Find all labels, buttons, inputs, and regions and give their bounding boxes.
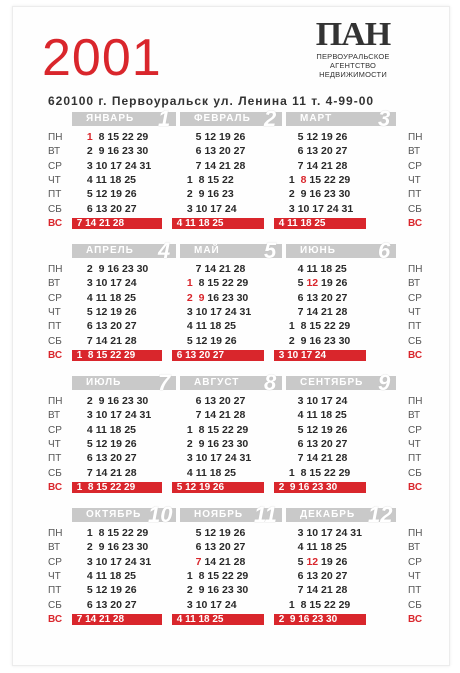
logo-line-2: АГЕНТСТВО	[329, 61, 377, 70]
week-row: 1 8 15 22 29	[186, 277, 249, 290]
day-name-left: СБ	[48, 599, 62, 611]
sunday-row: 5 12 19 26	[172, 482, 264, 493]
week-row: 1 8 15 22 29	[186, 423, 249, 436]
sunday-row: 7 14 21 28	[72, 614, 162, 625]
week-row: 6 13 20 27	[86, 320, 137, 333]
week-row: 5 12 19 26	[86, 305, 137, 318]
month-name: НОЯБРЬ	[194, 509, 244, 520]
week-row: 4 11 18 25	[86, 423, 137, 436]
day-name-left: СР	[48, 424, 62, 436]
week-row: 5 12 19 26	[186, 334, 237, 347]
day-name-right: ВТ	[408, 278, 421, 290]
address-line: 620100 г. Первоуральск ул. Ленина 11 т. 4-99-00	[48, 94, 375, 108]
week-row: 5 12 19 26	[86, 584, 137, 597]
day-name-left: ПН	[48, 528, 63, 539]
day-name-right: ВС	[408, 613, 423, 625]
day-name-right: ПТ	[408, 189, 422, 201]
week-row: 1 8 15 22 29	[86, 131, 149, 143]
week-row: 6 13 20 27	[195, 541, 246, 554]
week-row: 4 11 18 25	[297, 409, 347, 422]
week-row: 6 13 20 27	[297, 437, 348, 450]
week-row: 4 11 18 25	[297, 263, 347, 275]
month-number: 6	[378, 238, 391, 263]
month-number: 5	[264, 238, 277, 263]
day-name-left: СР	[48, 556, 62, 568]
week-row: 4 11 18 25	[186, 466, 237, 479]
sunday-row: 2 9 16 23 30	[274, 482, 366, 493]
week-row: 2 9 16 23 30	[186, 291, 249, 304]
week-row: 7 14 21 28	[297, 159, 348, 172]
week-row: 1 8 15 22 29	[288, 598, 351, 611]
week-row: 3 10 17 24	[297, 395, 348, 407]
month-number: 9	[378, 370, 391, 395]
week-row: 7 14 21 28	[297, 584, 348, 597]
day-name-left: ПТ	[48, 585, 62, 597]
day-name-right: ПТ	[408, 453, 422, 465]
week-row: 3 10 17 24 31	[186, 452, 252, 465]
logo-mark: ПАН	[315, 16, 391, 53]
month-number: 4	[158, 238, 171, 263]
day-name-right: ПТ	[408, 585, 422, 597]
week-row: 4 11 18 25	[186, 320, 237, 333]
day-name-right: СБ	[408, 599, 422, 611]
week-row: 6 13 20 27	[297, 145, 348, 158]
day-name-left: ВС	[48, 613, 63, 625]
day-name-right: СР	[408, 556, 422, 568]
week-row: 3 10 17 24 31	[297, 527, 362, 539]
week-row: 5 12 19 26	[195, 527, 246, 539]
week-row: 7 14 21 28	[195, 159, 246, 172]
month-number: 10	[148, 502, 173, 527]
week-row: 3 10 17 24 31	[86, 555, 152, 568]
day-name-left: ПТ	[48, 321, 62, 333]
week-row: 2 9 16 23 30	[288, 334, 351, 347]
year-title: 2001	[42, 29, 162, 87]
day-name-right: ВС	[408, 481, 423, 493]
sunday-row: 3 10 17 24	[274, 350, 366, 361]
month-name: АПРЕЛЬ	[86, 245, 134, 256]
week-row: 7 14 21 28	[195, 555, 246, 568]
month-number: 1	[158, 106, 171, 131]
month-name: ИЮНЬ	[300, 245, 336, 256]
day-name-left: ВС	[48, 349, 63, 361]
month-number: 12	[368, 502, 393, 527]
day-name-left: ПТ	[48, 453, 62, 465]
sunday-row: 7 14 21 28	[72, 218, 162, 229]
week-row: 2 9 16 23 30	[288, 188, 351, 201]
day-name-left: ВС	[48, 481, 63, 493]
day-name-right: СБ	[408, 467, 422, 479]
week-row: 7 14 21 28	[195, 263, 246, 275]
day-name-left: СБ	[48, 203, 62, 215]
day-name-left: ВТ	[48, 278, 61, 290]
day-name-left: СР	[48, 292, 62, 304]
week-row: 3 10 17 24 31	[186, 305, 252, 318]
month-number: 3	[378, 106, 391, 131]
day-name-left: ПН	[48, 396, 63, 407]
week-row: 7 14 21 28	[86, 334, 137, 347]
week-row: 4 11 18 25	[297, 541, 347, 554]
week-row: 3 10 17 24	[186, 598, 237, 611]
week-row: 3 10 17 24 31	[86, 159, 152, 172]
sunday-row: 6 13 20 27	[172, 350, 264, 361]
week-row: 5 12 19 26	[297, 555, 348, 568]
day-name-left: СР	[48, 160, 62, 172]
day-name-right: СБ	[408, 203, 422, 215]
week-row: 6 13 20 27	[297, 569, 348, 582]
day-name-right: СР	[408, 292, 422, 304]
month-name: ДЕКАБРЬ	[300, 509, 356, 520]
sunday-row: 4 11 18 25	[172, 218, 264, 229]
week-row: 7 14 21 28	[86, 466, 137, 479]
week-row: 5 12 19 26	[297, 131, 348, 143]
week-row: 7 14 21 28	[195, 409, 246, 422]
week-row: 5 12 19 26	[297, 423, 348, 436]
month-name: МАЙ	[194, 245, 220, 256]
day-name-left: ВТ	[48, 410, 61, 422]
day-name-right: ЧТ	[408, 174, 421, 186]
day-name-left: СБ	[48, 467, 62, 479]
sunday-row: 2 9 16 23 30	[274, 614, 366, 625]
week-row: 2 9 16 23	[186, 188, 234, 201]
day-name-right: ПН	[408, 132, 423, 143]
week-row: 6 13 20 27	[86, 598, 137, 611]
day-name-right: СР	[408, 160, 422, 172]
day-name-left: ПТ	[48, 189, 62, 201]
week-row: 1 8 15 22 29	[288, 466, 351, 479]
month-number: 11	[254, 502, 277, 527]
month-name: ОКТЯБРЬ	[86, 509, 142, 520]
sunday-row: 1 8 15 22 29	[72, 350, 162, 361]
month-number: 8	[264, 370, 277, 395]
month-name: ФЕВРАЛЬ	[194, 113, 251, 124]
week-row: 4 11 18 25	[86, 569, 137, 582]
week-row: 1 8 15 22 29	[288, 173, 351, 186]
week-row: 6 13 20 27	[297, 291, 348, 304]
week-row: 4 11 18 25	[86, 291, 137, 304]
logo-line-3: НЕДВИЖИМОСТИ	[319, 70, 387, 79]
day-name-right: ВТ	[408, 146, 421, 158]
day-name-right: ПТ	[408, 321, 422, 333]
month-number: 2	[264, 106, 277, 131]
week-row: 2 9 16 23 30	[186, 437, 249, 450]
week-row: 6 13 20 27	[195, 145, 246, 158]
day-name-left: ЧТ	[48, 438, 61, 450]
day-name-right: ВТ	[408, 542, 421, 554]
week-row: 6 13 20 27	[86, 452, 137, 465]
week-row: 2 9 16 23 30	[86, 395, 149, 407]
month-name: ИЮЛЬ	[86, 377, 122, 388]
day-name-left: СБ	[48, 335, 62, 347]
day-name-left: ПН	[48, 264, 63, 275]
week-row: 1 8 15 22 29	[186, 569, 249, 582]
day-name-right: СБ	[408, 335, 422, 347]
day-name-right: ЧТ	[408, 438, 421, 450]
sunday-row: 4 11 18 25	[274, 218, 366, 229]
day-name-right: СР	[408, 424, 422, 436]
month-name: ЯНВАРЬ	[86, 113, 135, 124]
day-name-right: ВС	[408, 217, 423, 229]
day-name-left: ВТ	[48, 146, 61, 158]
day-name-left: ВС	[48, 217, 63, 229]
week-row: 3 10 17 24 31	[288, 202, 354, 215]
day-name-right: ПН	[408, 264, 423, 275]
day-name-left: ЧТ	[48, 570, 61, 582]
week-row: 5 12 19 26	[86, 437, 137, 450]
day-name-left: ПН	[48, 132, 63, 143]
day-name-right: ВТ	[408, 410, 421, 422]
month-name: МАРТ	[300, 113, 333, 124]
week-row: 2 9 16 23 30	[86, 263, 149, 275]
week-row: 5 12 19 26	[86, 188, 137, 201]
week-row: 1 8 15 22	[186, 173, 234, 186]
week-row: 2 9 16 23 30	[86, 541, 149, 554]
day-name-left: ВТ	[48, 542, 61, 554]
week-row: 1 8 15 22 29	[86, 527, 149, 539]
week-row: 1 8 15 22 29	[288, 320, 351, 333]
sunday-row: 4 11 18 25	[172, 614, 264, 625]
day-name-right: ПН	[408, 528, 423, 539]
week-row: 6 13 20 27	[195, 395, 246, 407]
agency-logo	[288, 18, 418, 86]
logo-line-1: ПЕРВОУРАЛЬСКОЕ	[316, 52, 390, 61]
week-row: 2 9 16 23 30	[186, 584, 249, 597]
week-row: 7 14 21 28	[297, 452, 348, 465]
month-name: АВГУСТ	[194, 377, 240, 388]
day-name-right: ПН	[408, 396, 423, 407]
day-name-left: ЧТ	[48, 174, 61, 186]
week-row: 3 10 17 24 31	[86, 409, 152, 422]
month-name: СЕНТЯБРЬ	[300, 377, 364, 388]
day-name-right: ЧТ	[408, 306, 421, 318]
week-row: 4 11 18 25	[86, 173, 137, 186]
sunday-row: 1 8 15 22 29	[72, 482, 162, 493]
week-row: 5 12 19 26	[195, 131, 246, 143]
day-name-right: ВС	[408, 349, 423, 361]
week-row: 7 14 21 28	[297, 305, 348, 318]
day-name-left: ЧТ	[48, 306, 61, 318]
week-row: 6 13 20 27	[86, 202, 137, 215]
day-name-right: ЧТ	[408, 570, 421, 582]
week-row: 3 10 17 24	[186, 202, 237, 215]
week-row: 5 12 19 26	[297, 277, 348, 290]
week-row: 2 9 16 23 30	[86, 145, 149, 158]
month-number: 7	[158, 370, 171, 395]
week-row: 3 10 17 24	[86, 277, 137, 290]
